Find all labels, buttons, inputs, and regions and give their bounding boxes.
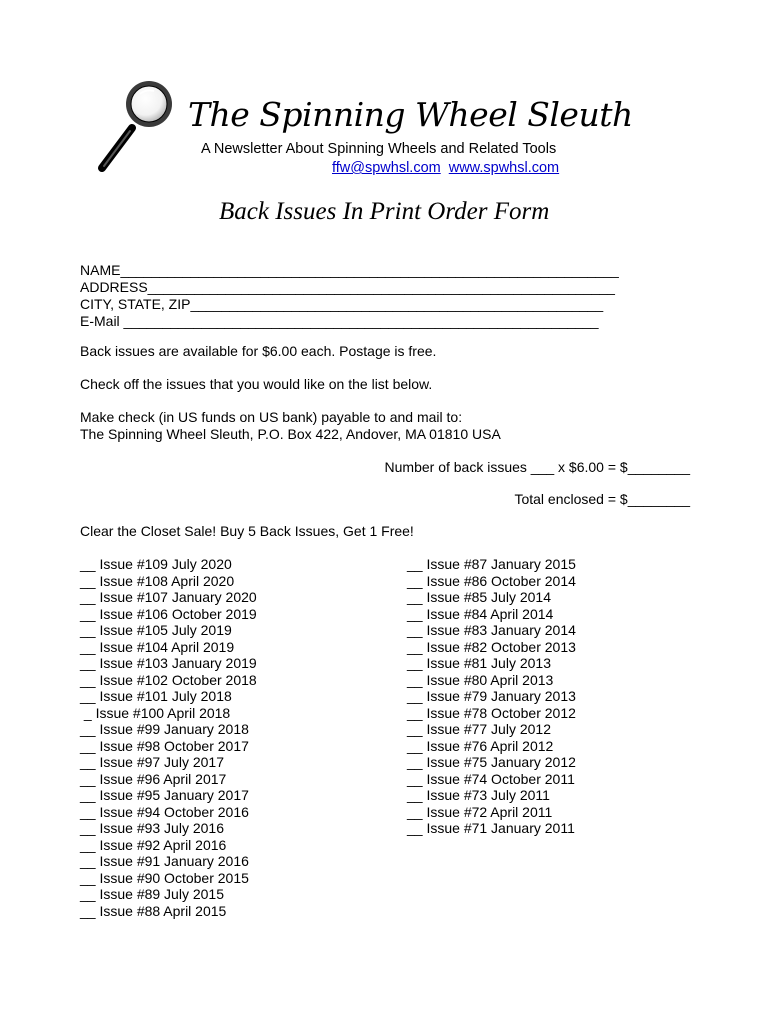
issue-item[interactable]: __ Issue #92 April 2016 <box>80 836 227 853</box>
issue-item[interactable]: __ Issue #103 January 2019 <box>80 655 257 671</box>
mailing-address: The Spinning Wheel Sleuth, P.O. Box 422, Andover, MA 01810 USA <box>80 426 501 442</box>
issue-item[interactable]: __ Issue #87 January 2015 <box>407 556 576 572</box>
issue-item[interactable]: __ Issue #83 January 2014 <box>407 622 576 638</box>
issue-item[interactable]: __ Issue #76 April 2012 <box>407 737 554 754</box>
issue-item[interactable]: _ Issue #100 April 2018 <box>80 704 231 721</box>
issue-item[interactable]: __ Issue #80 April 2013 <box>407 671 554 688</box>
issue-item[interactable]: __ Issue #95 January 2017 <box>80 787 249 803</box>
email-field[interactable]: E-Mail _____________________________________________________________ <box>80 313 599 329</box>
issue-item[interactable]: __ Issue #77 July 2012 <box>407 721 551 737</box>
contact-fields <box>80 262 619 330</box>
issue-item[interactable]: __ Issue #79 January 2013 <box>407 688 576 704</box>
newsletter-subtitle: A Newsletter About Spinning Wheels and Related Tools <box>201 141 557 157</box>
issue-item[interactable]: __ Issue #109 July 2020 <box>80 556 232 572</box>
issue-item[interactable]: __ Issue #73 July 2011 <box>407 787 550 803</box>
website-link[interactable]: www.spwhsl.com <box>448 160 560 176</box>
total-enclosed-field[interactable]: Total enclosed = $________ <box>514 491 690 507</box>
issue-item[interactable]: __ Issue #91 January 2016 <box>80 853 249 869</box>
issue-item[interactable]: __ Issue #78 October 2012 <box>407 704 576 721</box>
issue-item[interactable]: __ Issue #88 April 2015 <box>80 902 227 919</box>
issue-item[interactable]: __ Issue #86 October 2014 <box>407 572 576 589</box>
issue-item[interactable]: __ Issue #94 October 2016 <box>80 803 249 820</box>
issue-item[interactable]: __ Issue #106 October 2019 <box>80 605 257 622</box>
issue-item[interactable]: __ Issue #108 April 2020 <box>80 572 235 589</box>
issue-item[interactable]: __ Issue #107 January 2020 <box>80 589 257 605</box>
issue-item[interactable]: __ Issue #75 January 2012 <box>407 754 576 770</box>
issue-item[interactable]: __ Issue #98 October 2017 <box>80 737 249 754</box>
issue-item[interactable]: __ Issue #81 July 2013 <box>407 655 551 671</box>
sale-notice: Clear the Closet Sale! Buy 5 Back Issues, Get 1 Free! <box>80 523 414 539</box>
issue-item[interactable]: __ Issue #99 January 2018 <box>80 721 249 737</box>
contact-line <box>332 160 559 176</box>
issue-item[interactable]: __ Issue #72 April 2011 <box>407 803 553 820</box>
issue-item[interactable]: __ Issue #85 July 2014 <box>407 589 551 605</box>
issue-item[interactable]: __ Issue #71 January 2011 <box>407 820 575 836</box>
form-title: Back Issues In Print Order Form <box>219 198 550 225</box>
email-link[interactable]: ffw@spwhsl.com <box>332 160 441 176</box>
issue-list-left <box>80 556 257 919</box>
issue-item[interactable]: __ Issue #105 July 2019 <box>80 622 232 638</box>
issue-item[interactable]: __ Issue #96 April 2017 <box>80 770 227 787</box>
issue-item[interactable]: __ Issue #101 July 2018 <box>80 688 232 704</box>
price-info: Back issues are available for $6.00 each. Postage is free. <box>80 343 437 359</box>
city-state-zip-field[interactable]: CITY, STATE, ZIP_____________________________________________________ <box>80 296 604 312</box>
name-field[interactable]: NAME________________________________________________________________ <box>80 262 619 278</box>
newsletter-title: The Spinning Wheel Sleuth <box>188 95 633 134</box>
issue-item[interactable]: __ Issue #93 July 2016 <box>80 820 224 836</box>
issue-item[interactable]: __ Issue #97 July 2017 <box>80 754 224 770</box>
magnifying-glass-icon <box>94 78 174 174</box>
issue-list-right <box>407 556 576 837</box>
issue-item[interactable]: __ Issue #84 April 2014 <box>407 605 554 622</box>
issue-item[interactable]: __ Issue #104 April 2019 <box>80 638 235 655</box>
issue-item[interactable]: __ Issue #102 October 2018 <box>80 671 257 688</box>
issue-item[interactable]: __ Issue #82 October 2013 <box>407 638 576 655</box>
address-field[interactable]: ADDRESS____________________________________________________________ <box>80 279 615 295</box>
issue-item[interactable]: __ Issue #90 October 2015 <box>80 869 249 886</box>
issue-item[interactable]: __ Issue #89 July 2015 <box>80 886 224 902</box>
payable-instructions: Make check (in US funds on US bank) payable to and mail to: <box>80 409 463 425</box>
issue-item[interactable]: __ Issue #74 October 2011 <box>407 770 575 787</box>
check-instructions: Check off the issues that you would like on the list below. <box>80 376 433 392</box>
number-of-issues-field[interactable]: Number of back issues ___ x $6.00 = $________ <box>384 459 690 475</box>
